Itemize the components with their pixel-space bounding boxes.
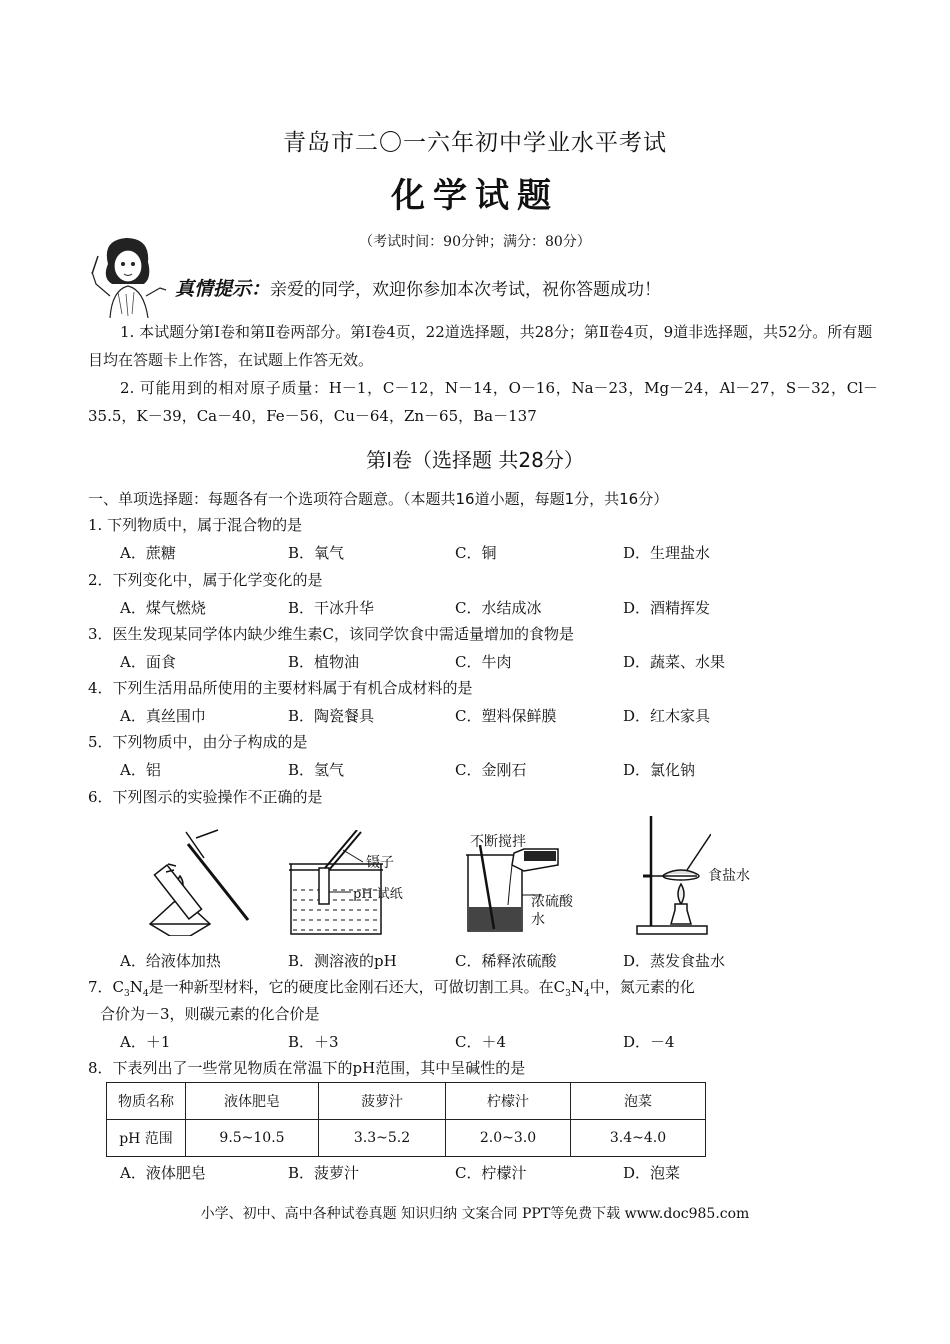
- q4-option-d: D．红木家具: [623, 707, 711, 725]
- section1-heading: 一、单项选择题：每题各有一个选项符合题意。（本题共16道小题，每题1分，共16分）: [88, 490, 669, 508]
- q2-option-a: A．煤气燃烧: [120, 599, 206, 617]
- question-5-stem: 5．下列物质中，由分子构成的是: [88, 733, 308, 751]
- q8-option-a: A．液体肥皂: [120, 1164, 206, 1182]
- table-header-cell: 泡菜: [571, 1083, 706, 1120]
- q7-stem-part2: 中，氮元素的化: [589, 978, 695, 996]
- figure-evaporate: [625, 812, 711, 936]
- q1-option-c: C．铜: [455, 544, 497, 562]
- question-2-stem: 2．下列变化中，属于化学变化的是: [88, 571, 323, 589]
- table-header-row: [107, 1083, 706, 1120]
- q8-option-d: D．泡菜: [623, 1164, 681, 1182]
- subject-title: 化学试题: [391, 176, 559, 216]
- q7-option-c: C．＋4: [455, 1033, 507, 1051]
- q2-option-b: B．干冰升华: [288, 599, 375, 617]
- question-7-stem-line2: 合价为－3，则碳元素的化合价是: [100, 1005, 320, 1023]
- table-cell: 3.3~5.2: [319, 1120, 446, 1157]
- q1-option-d: D．生理盐水: [623, 544, 711, 562]
- q3-option-c: C．牛肉: [455, 653, 512, 671]
- q7-stem-part1: 是一种新型材料，它的硬度比金刚石还大，可做切割工具。在: [148, 978, 554, 996]
- q4-option-b: B．陶瓷餐具: [288, 707, 375, 725]
- table-cell: 9.5~10.5: [186, 1120, 319, 1157]
- exam-title: 青岛市二〇一六年初中学业水平考试: [283, 130, 667, 156]
- table-header-cell: 柠檬汁: [446, 1083, 571, 1120]
- q4-option-c: C．塑料保鲜膜: [455, 707, 557, 725]
- q5-option-b: B．氢气: [288, 761, 345, 779]
- q6-option-b: B．测溶液的pH: [288, 952, 397, 970]
- q4-option-a: A．真丝围巾: [120, 707, 206, 725]
- q7-option-d: D．－4: [623, 1033, 675, 1051]
- note-1: 1. 本试题分第Ⅰ卷和第Ⅱ卷两部分。第Ⅰ卷4页，22道选择题，共28分；第Ⅱ卷4页，9道非选择题，共52分。所有题目均在答题卡上作答，在试题上作答无效。: [88, 323, 873, 369]
- question-8-stem: 8．下表列出了一些常见物质在常温下的pH范围，其中呈碱性的是: [88, 1059, 526, 1077]
- q3-option-d: D．蔬菜、水果: [623, 653, 726, 671]
- table-cell: 2.0~3.0: [446, 1120, 571, 1157]
- question-1-stem: 1. 下列物质中，属于混合物的是: [88, 516, 303, 534]
- q1-option-a: A．蔗糖: [120, 544, 176, 562]
- label-tweezers: 镊子: [366, 855, 394, 871]
- q8-option-c: C．柠檬汁: [455, 1164, 527, 1182]
- label-ph-paper: pH 试纸: [353, 887, 403, 902]
- label-water: 水: [531, 912, 545, 928]
- q8-option-b: B．菠萝汁: [288, 1164, 360, 1182]
- q5-option-d: D．氯化钠: [623, 761, 696, 779]
- question-7-stem: [88, 977, 695, 1004]
- label-stir: 不断搅拌: [470, 834, 526, 850]
- question-6-stem: 6．下列图示的实验操作不正确的是: [88, 788, 323, 806]
- section-title: 第Ⅰ卷（选择题 共28分）: [366, 448, 584, 472]
- cartoon-girl-illustration: [88, 234, 168, 318]
- tip-label: 真情提示：: [175, 278, 271, 300]
- label-conc-acid: 浓硫酸: [531, 894, 573, 910]
- note-2: 2. 可能用到的相对原子质量：H－1，C－12，N－14，O－16，Na－23，Mg－24，Al－27，S－32，Cl－35.5，K－39，Ca－40，Fe－56，Cu－64，Zn－65，Ba－137: [88, 379, 878, 425]
- table-header-cell: 菠萝汁: [319, 1083, 446, 1120]
- tip-text: 亲爱的同学，欢迎你参加本次考试，祝你答题成功！: [270, 280, 662, 300]
- table-header-cell: 液体肥皂: [186, 1083, 319, 1120]
- q7-formula-1: $C_3N_4$: [112, 978, 149, 999]
- q5-option-a: A．铝: [120, 761, 161, 779]
- q2-option-c: C．水结成冰: [455, 599, 542, 617]
- q2-option-d: D．酒精挥发: [623, 599, 711, 617]
- label-salt-water: 食盐水: [708, 868, 750, 884]
- ph-table: [106, 1082, 706, 1157]
- figure-heating-liquid: [140, 824, 260, 936]
- q6-option-c: C．稀释浓硫酸: [455, 952, 557, 970]
- figure-ph-test: [285, 830, 410, 936]
- q7-option-a: A．＋1: [120, 1033, 171, 1051]
- footer-text: 小学、初中、高中各种试卷真题 知识归纳 文案合同 PPT等免费下载 www.doc985.com: [200, 1206, 750, 1222]
- q7-option-b: B．＋3: [288, 1033, 339, 1051]
- q7-formula-2: $C_3N_4$: [553, 978, 590, 999]
- q1-option-b: B．氧气: [288, 544, 345, 562]
- tip-row: [175, 274, 661, 301]
- table-cell: 3.4~4.0: [571, 1120, 706, 1157]
- q7-number: 7．: [88, 978, 113, 996]
- exam-info: （考试时间：90分钟；满分：80分）: [359, 234, 591, 250]
- figure-dilute-acid: [460, 845, 590, 936]
- table-cell: pH 范围: [107, 1120, 186, 1157]
- table-header-cell: 物质名称: [107, 1083, 186, 1120]
- q3-option-b: B．植物油: [288, 653, 360, 671]
- question-4-stem: 4．下列生活用品所使用的主要材料属于有机合成材料的是: [88, 679, 473, 697]
- q6-option-d: D．蒸发食盐水: [623, 952, 726, 970]
- q6-option-a: A．给液体加热: [120, 952, 221, 970]
- question-3-stem: 3．医生发现某同学体内缺少维生素C，该同学饮食中需适量增加的食物是: [88, 625, 575, 643]
- table-row: [107, 1120, 706, 1157]
- q5-option-c: C．金刚石: [455, 761, 527, 779]
- q3-option-a: A．面食: [120, 653, 176, 671]
